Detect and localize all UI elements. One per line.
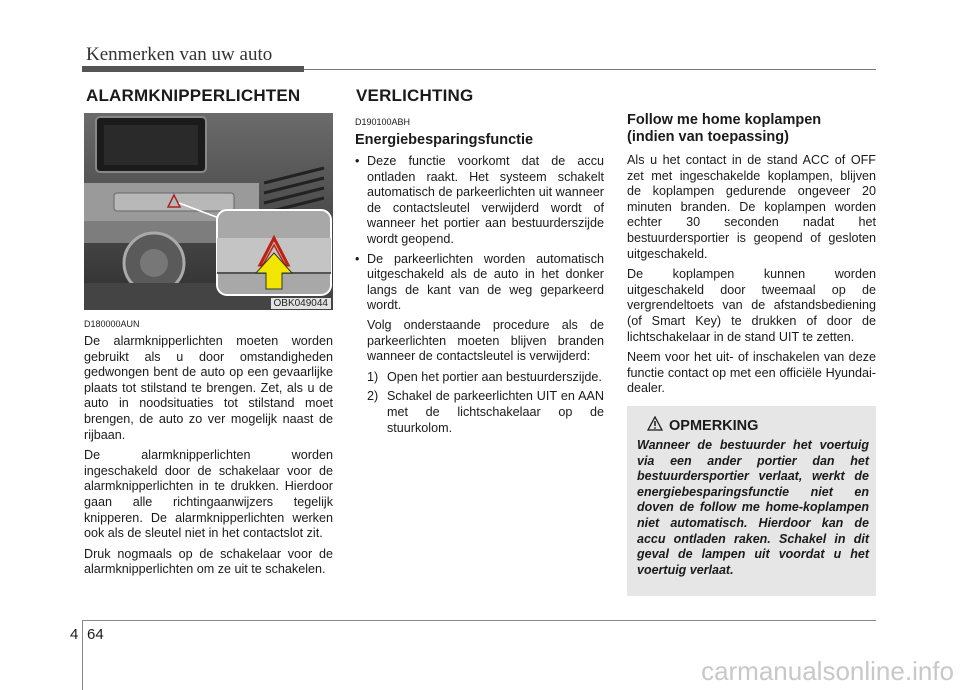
follow-me-home-subheading-line1: Follow me home koplampen [627, 112, 822, 128]
note-title-text: OPMERKING [669, 417, 759, 434]
alarm-lights-heading: ALARMKNIPPERLICHTEN [86, 86, 301, 105]
follow-paragraph-1: Als u het contact in de stand ACC of OFF zet met ingeschakelde koplampen, blijven de koplampen gedurende ongeveer 20 minuten branden. De koplampen worden echter 30 seconden nadat het bestuurdersportier is geopend of gesloten uitgeschakeld. [627, 153, 876, 261]
follow-me-home-subheading [627, 112, 876, 146]
energy-bullet-2-text: De parkeerlichten worden automatisch uitgeschakeld als de auto in het donker langs de kant van de weg geparkeerd wordt. [367, 251, 604, 313]
step-number: 2) [367, 389, 379, 404]
energy-bullet-2 [355, 252, 604, 314]
step-text: Schakel de parkeerlichten UIT en AAN met de lichtschakelaar op de stuurkolom. [387, 389, 604, 435]
page-number: 64 [87, 626, 104, 643]
energy-saving-list [355, 154, 604, 314]
footer-vline [82, 620, 83, 690]
follow-me-home-subheading-line2: (indien van toepassing) [627, 129, 789, 145]
header-rule-thin [304, 69, 876, 70]
step-number: 1) [367, 369, 379, 384]
follow-paragraph-3: Neem voor het uit- of inschakelen van deze functie contact op met een officiële Hyundai-dealer. [627, 350, 876, 396]
alarm-ref-code: D180000AUN [84, 319, 140, 329]
watermark: carmanualsonline.info [701, 656, 954, 686]
page-header-title: Kenmerken van uw auto [86, 44, 273, 65]
hazard-switch-photo [84, 113, 333, 310]
alarm-paragraph-3: Druk nogmaals op de schakelaar voor de alarmknipperlichten om ze uit te schakelen. [84, 546, 333, 577]
energy-bullet-1: • Deze functie voorkomt dat de accu ontladen raakt. Het systeem schakelt automatisch de parkeerlichten uit wanneer de contactsleutel verwijderd wordt of wanneer het portier aan bestuurderszijde wordt geopend. [355, 154, 604, 248]
note-title [647, 416, 758, 435]
energy-saving-subheading: Energiebesparingsfunctie [355, 132, 534, 148]
procedure-step-1 [355, 370, 604, 386]
chapter-number: 4 [70, 626, 79, 643]
lighting-ref-code: D190100ABH [355, 117, 411, 127]
energy-bullet-2-continuation: Volg onderstaande procedure als de parkeerlichten moeten blijven branden wanneer de contactsleutel is verwijderd: [367, 317, 604, 364]
image-code-label: OBK049044 [271, 298, 332, 309]
alarm-paragraph-1: De alarmknipperlichten moeten worden gebruikt als u door omstandigheden gedwongen bent de auto op een gevaarlijke plaats tot stilstand te brengen. Zet, als u de auto in noodsituaties tot stilstand moet brengen, de auto zo ver mogelijk naast de rijbaan. [84, 334, 333, 442]
procedure-step-2 [355, 389, 604, 436]
alarm-paragraph-2: De alarmknipperlichten worden ingeschakeld door de schakelaar voor de alarmknipperlichten in te drukken. Hierdoor gaan alle richtingaanwijzers tegelijk knipperen. De alarmknipperlichten werken ook als de sleutel niet in het contactslot zit. [84, 448, 333, 541]
follow-paragraph-2: De koplampen kunnen worden uitgeschakeld door tweemaal op de vergrendeltoets van de afstandsbediening (of Smart Key) te drukken of door de lichtschakelaar in de stand UIT te zetten. [627, 267, 876, 344]
header-rule-thick [82, 66, 304, 72]
note-box [627, 406, 876, 596]
note-text: Wanneer de bestuurder het voertuig via een ander portier dan het bestuurdersportier verlaat, werkt de energiebesparingsfunctie niet en doven de follow me home-koplampen niet automatisch. Hierdoor kan de accu ontladen raken. Schakel in dit geval de lampen uit voordat u het voertuig verlaat. [637, 438, 869, 577]
step-text: Open het portier aan bestuurderszijde. [387, 369, 602, 384]
warning-triangle-icon [647, 416, 663, 435]
lighting-heading: VERLICHTING [356, 86, 474, 105]
footer-rule [82, 620, 876, 621]
